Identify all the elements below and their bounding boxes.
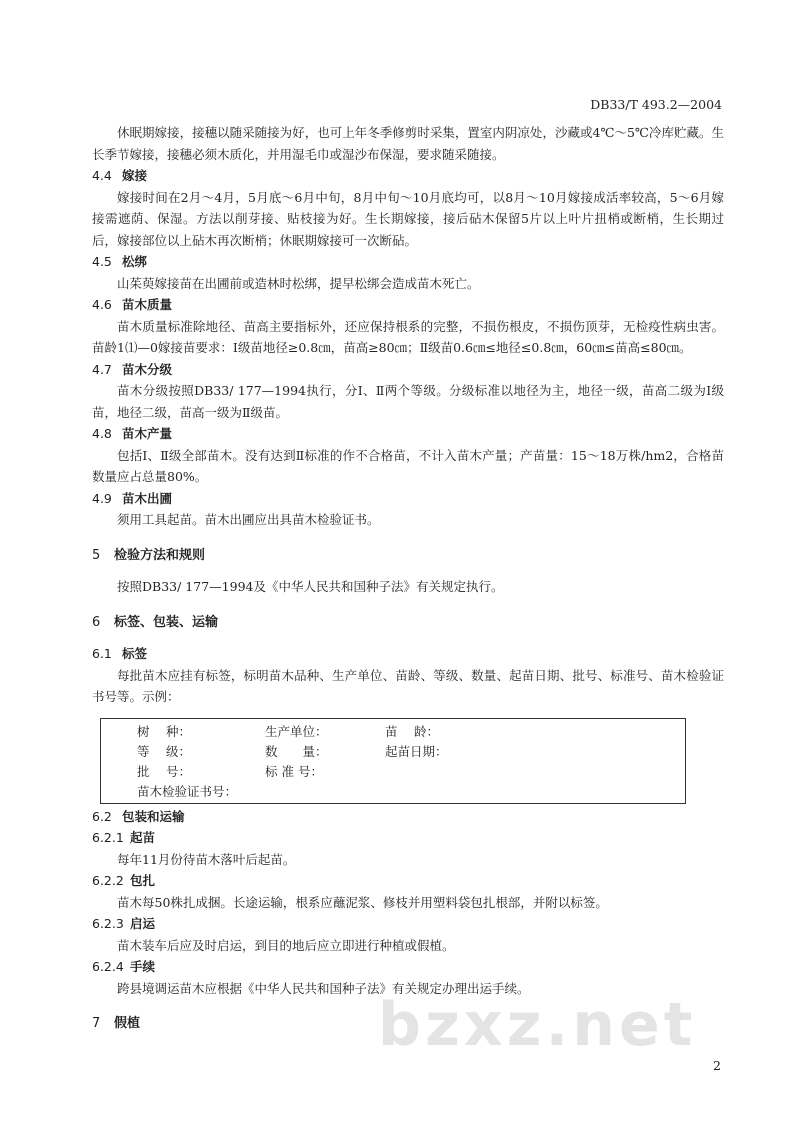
- paragraph: 按照DB33/ 177—1994及《中华人民共和国种子法》有关规定执行。: [117, 579, 504, 594]
- heading-6-2-4: 6.2.4 手续: [92, 959, 156, 974]
- heading-4-6: 4.6 苗木质量: [92, 297, 173, 312]
- heading-4-7: 4.7 苗木分级: [92, 361, 173, 377]
- label-batch: 批 号：: [137, 763, 191, 779]
- page-number: 2: [713, 1058, 721, 1073]
- label-date: 起苗日期：: [385, 743, 448, 759]
- label-quantity: 数 量：: [265, 743, 328, 759]
- paragraph: 须用工具起苗。苗木出圃应出具苗木检验证书。: [117, 512, 380, 527]
- label-grade: 等 级：: [137, 743, 191, 759]
- heading-4-9: 4.9 苗木出圃: [92, 490, 173, 506]
- heading-4-5: 4.5 松绑: [92, 254, 148, 269]
- paragraph: 跨县境调运苗木应根据《中华人民共和国种子法》有关规定办理出运手续。: [117, 980, 530, 996]
- label-standard: 标 准 号：: [265, 763, 323, 779]
- paragraph: 包括Ⅰ、Ⅱ级全部苗木。没有达到Ⅱ标准的作不合格苗，不计入苗木产量；产苗量：15～18万株/hm2，合格苗数量应占总量80%。: [92, 447, 724, 484]
- paragraph: 苗木装车后应及时启运，到目的地后应立即进行种植或假植。: [117, 937, 455, 953]
- label-species: 树 种：: [137, 723, 191, 739]
- label-certificate: 苗木检验证书号：: [137, 783, 238, 799]
- heading-6: 6 标签、包装、运输: [92, 614, 219, 630]
- standard-number: DB33/T 493.2—2004: [590, 97, 722, 112]
- heading-6-2-2: 6.2.2 包扎: [92, 873, 156, 888]
- watermark: bzxz.net: [378, 990, 697, 1060]
- heading-7: 7 假植: [92, 1016, 141, 1031]
- content-body: [92, 122, 724, 1045]
- label-age: 苗 龄：: [385, 723, 439, 739]
- heading-4-4: 4.4 嫁接: [92, 168, 148, 183]
- heading-6-2-1: 6.2.1 起苗: [92, 830, 156, 845]
- paragraph: 苗木每50株扎成捆。长途运输，根系应蘸泥浆、修枝并用塑料袋包扎根部，并附以标签。: [117, 894, 608, 910]
- heading-5: 5 检验方法和规则: [92, 547, 206, 563]
- label-example-box: [100, 718, 686, 804]
- paragraph: 山茱萸嫁接苗在出圃前或造林时松绑，提早松绑会造成苗木死亡。: [117, 275, 480, 291]
- paragraph: 苗木质量标准除地径、苗高主要指标外，还应保持根系的完整，不损伤根皮，不损伤顶芽，无检疫性病虫害。苗龄1⑴—0嫁接苗要求：Ⅰ级苗地径≥0.8㎝，苗高≥80㎝；Ⅱ级苗0.6㎝≤地径≤0.8㎝，60㎝≤苗高≤80㎝。: [92, 318, 724, 355]
- paragraph: 每年11月份待苗木落叶后起苗。: [117, 851, 296, 867]
- heading-6-2: 6.2 包装和运输: [92, 808, 185, 824]
- heading-6-2-3: 6.2.3 启运: [92, 916, 156, 931]
- heading-6-1: 6.1 标签: [92, 646, 148, 661]
- label-producer: 生产单位：: [265, 723, 328, 739]
- heading-4-8: 4.8 苗木产量: [92, 426, 173, 441]
- paragraph: 每批苗木应挂有标签，标明苗木品种、生产单位、苗龄、等级、数量、起苗日期、批号、标准号、苗木检验证书号等。示例：: [92, 667, 724, 704]
- paragraph: 苗木分级按照DB33/ 177—1994执行，分Ⅰ、Ⅱ两个等级。分级标准以地径为主，地径一级，苗高二级为Ⅰ级苗，地径二级，苗高一级为Ⅱ级苗。: [92, 383, 724, 420]
- paragraph: 嫁接时间在2月～4月，5月底～6月中旬，8月中旬～10月底均可，以8月～10月嫁接成活率较高，5～6月嫁接需遮荫、保湿。方法以削芽接、贴枝接为好。生长期嫁接，接后砧木保留5片以上叶片扭梢或断梢，生长期过后，嫁接部位以上砧木再次断梢；休眠期嫁接可一次断砧。: [92, 189, 724, 248]
- paragraph: 休眠期嫁接，接穗以随采随接为好，也可上年冬季修剪时采集，置室内阴凉处，沙藏或4℃～5℃冷库贮藏。生长季节嫁接，接穗必须木质化，并用湿毛巾或湿沙布保湿，要求随采随接。: [92, 125, 724, 162]
